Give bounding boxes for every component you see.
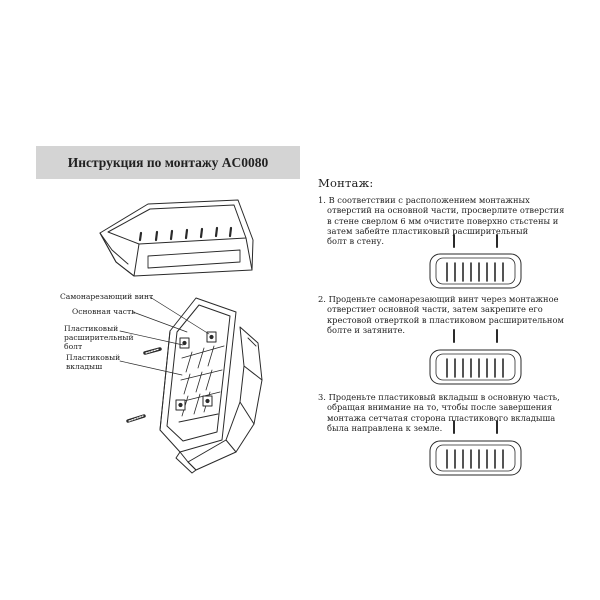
label-bolt-line-2: расширительный: [64, 333, 134, 342]
step-1-line-4: затем забейте пластиковый расширительный: [327, 225, 529, 236]
label-bolt-line-3: болт: [64, 342, 83, 351]
step-2-line-2: отверстиет основной части, затем закрепите его: [327, 304, 543, 315]
step-2-line-4: болте и затяните.: [327, 324, 406, 335]
basket-illustration: [100, 200, 253, 276]
step-1-diagram: [430, 235, 521, 288]
step-1-line-5: болт в стену.: [327, 236, 384, 247]
label-insert-line-1: Пластиковый: [66, 353, 121, 362]
step-2-line-3: крестовой отверткой в пластиковом расширительном: [327, 314, 564, 325]
step-3-line-4: была направлена к земле.: [327, 422, 443, 433]
step-3-number: 3.: [318, 392, 326, 402]
label-bolt-line-1: Пластиковый: [64, 324, 119, 333]
label-insert-line-2: вкладыш: [66, 362, 103, 371]
assembly-illustration: [120, 297, 262, 473]
instruction-title: Инструкция по монтажу AC0080: [36, 146, 300, 179]
step-3-line-1: Проденьте пластиковый вкладыш в основную часть,: [328, 392, 560, 402]
step-3-line-3: монтажа сетчатая сторона пластикового вкладыша: [327, 412, 556, 423]
step-3-line-2: обращая внимание на то, чтобы после завершения: [327, 402, 553, 413]
step-1-line-1: В соответствии с расположением монтажных: [328, 195, 530, 205]
step-1-number: 1.: [318, 195, 326, 205]
step-2-diagram: [430, 330, 521, 384]
label-screw: Самонарезающий винт: [60, 292, 154, 301]
step-1-line-3: в стене сверлом 6 мм очистите поверхно стьстены и: [327, 215, 559, 226]
step-2-number: 2.: [318, 294, 326, 304]
step-1-line-2: отверстий на основной части, просверлите отверстия: [327, 205, 565, 216]
montage-heading: Монтаж:: [318, 176, 374, 190]
label-body: Основная часть: [72, 307, 136, 316]
step-2-line-1: Проденьте самонарезающий винт через монтажное: [328, 294, 559, 304]
step-3-diagram: [430, 421, 521, 475]
